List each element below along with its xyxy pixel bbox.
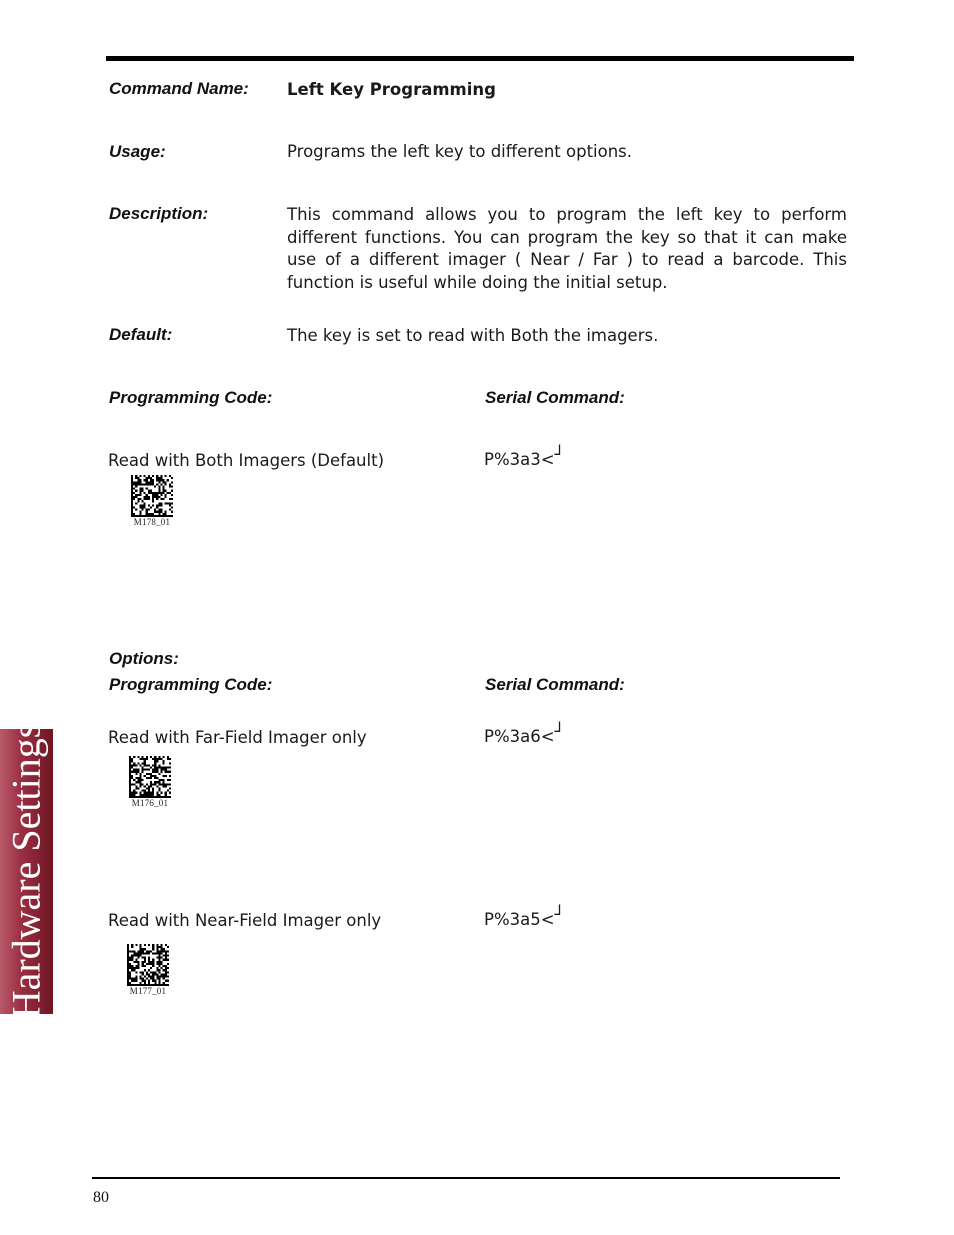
programming-code-header: Programming Code:	[109, 388, 273, 407]
datamatrix-barcode	[127, 944, 169, 986]
serial-command-header-2: Serial Command:	[485, 675, 625, 694]
page-number: 80	[93, 1189, 109, 1206]
barcode-far	[129, 756, 171, 808]
serial-command-header: Serial Command:	[485, 388, 625, 407]
section-side-tab	[0, 722, 53, 1020]
command-name-label: Command Name:	[109, 79, 249, 98]
top-rule	[106, 56, 854, 61]
barcode-caption: M176_01	[131, 798, 169, 808]
programming-code-header-2: Programming Code:	[109, 675, 273, 694]
serial-text: P%3a5<	[484, 910, 555, 929]
serial-text: P%3a6<	[484, 727, 555, 746]
default-value: The key is set to read with Both the imagers.	[287, 326, 659, 345]
option-near-label: Read with Near-Field Imager only	[108, 911, 382, 930]
command-name-value: Left Key Programming	[287, 80, 496, 99]
barcode-caption: M178_01	[133, 517, 171, 527]
section-tab-label: Hardware Settings	[3, 722, 49, 1020]
barcode-default	[131, 475, 173, 527]
enter-key-icon: ┘	[554, 722, 565, 741]
usage-label: Usage:	[109, 142, 166, 161]
description-value: This command allows you to program the left key to perform different functions. You can program the key so that it can make use of a different imager ( Near / Far ) to read a barcode. This function is useful while doing the initial setup.	[287, 205, 847, 292]
option-far-serial	[484, 722, 565, 746]
datamatrix-barcode	[129, 756, 171, 798]
enter-key-icon: ┘	[554, 445, 565, 464]
default-entry-label: Read with Both Imagers (Default)	[108, 451, 385, 470]
description-label: Description:	[109, 204, 209, 223]
option-near-serial	[484, 905, 565, 929]
options-label: Options:	[109, 649, 179, 668]
serial-text: P%3a3<	[484, 450, 555, 469]
barcode-caption: M177_01	[129, 986, 167, 996]
bottom-rule	[92, 1177, 840, 1179]
default-entry-serial	[484, 445, 565, 469]
usage-value: Programs the left key to different options.	[287, 142, 633, 161]
datamatrix-barcode	[131, 475, 173, 517]
barcode-near	[127, 944, 169, 996]
enter-key-icon: ┘	[554, 905, 565, 924]
option-far-label: Read with Far-Field Imager only	[108, 728, 367, 747]
default-label: Default:	[109, 325, 173, 344]
